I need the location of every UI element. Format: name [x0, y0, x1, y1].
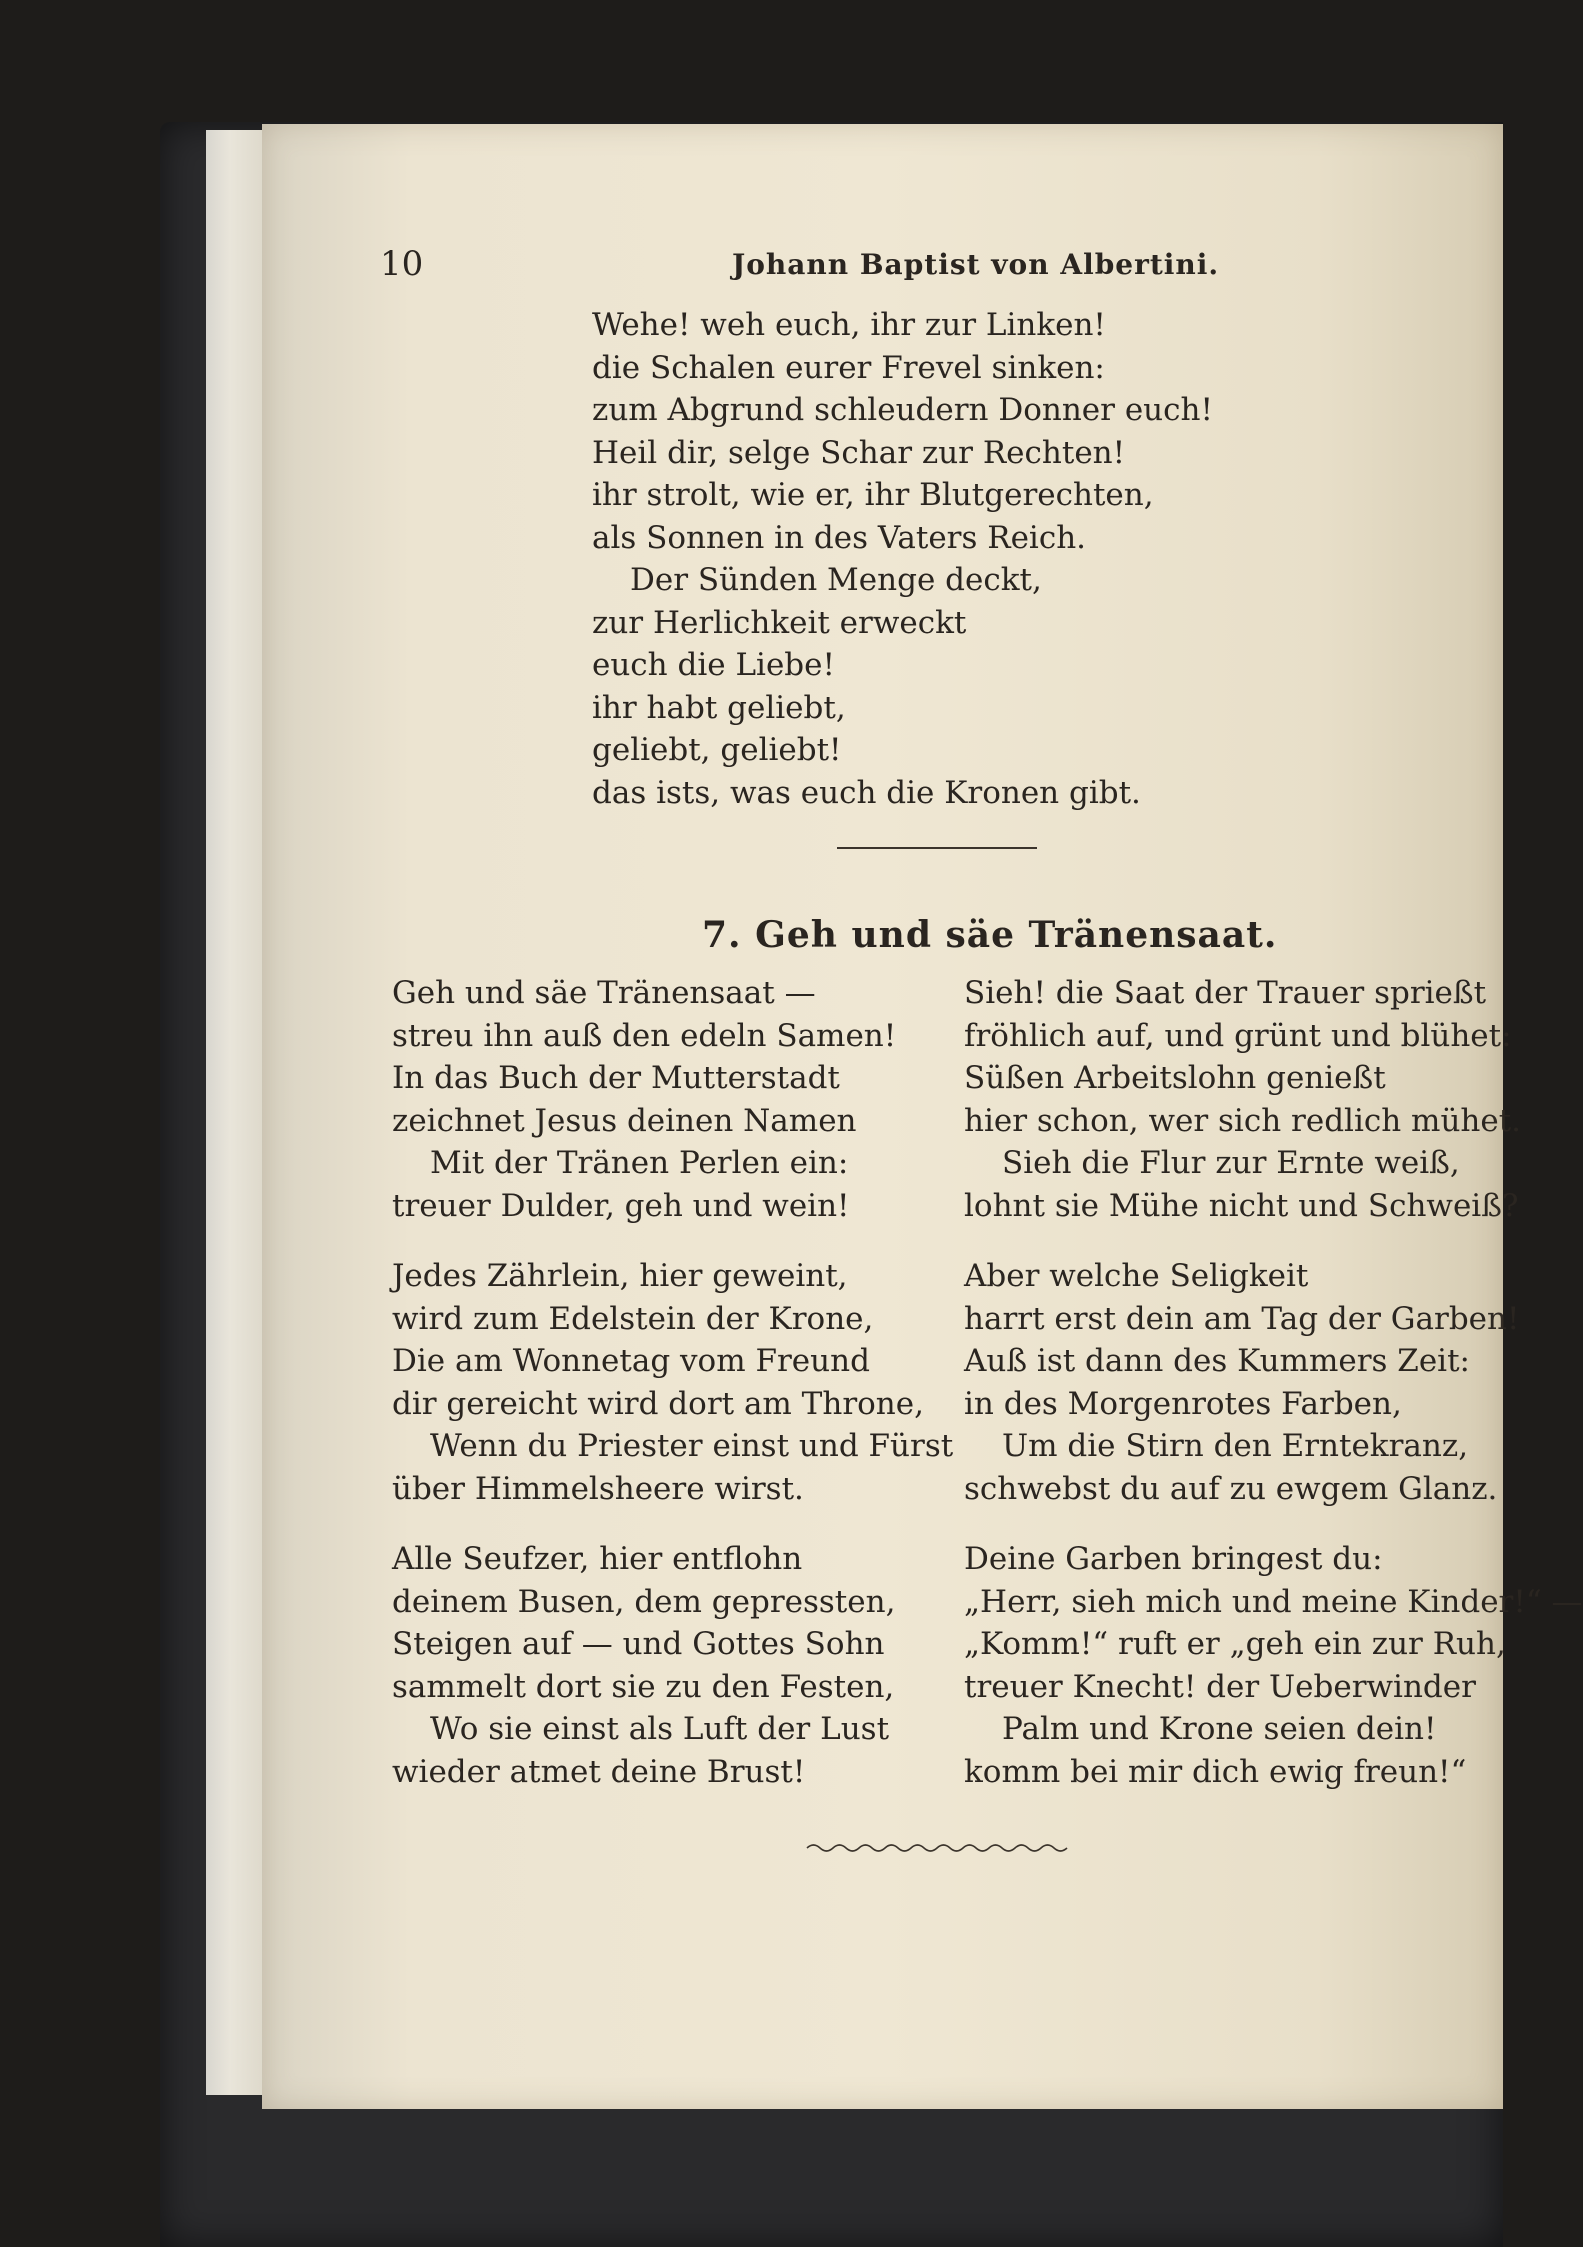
verse-line: deinem Busen, dem gepressten,: [392, 1583, 896, 1620]
section-divider-rule: [837, 847, 1037, 849]
verse-line: in des Morgenrotes Farben,: [964, 1385, 1402, 1422]
verse-line: fröhlich auf, und grünt und blühet:: [964, 1017, 1512, 1054]
verse-line: Die am Wonnetag vom Freund: [392, 1343, 870, 1379]
verse-line: treuer Dulder, geh und wein!: [392, 1187, 850, 1224]
stanza: [392, 1255, 953, 1510]
verse-line: als Sonnen in des Vaters Reich.: [592, 519, 1087, 556]
verse-line: „Herr, sieh mich und meine Kinder!“ —: [964, 1583, 1583, 1620]
verse-line: dir gereicht wird dort am Throne,: [392, 1385, 924, 1422]
left-column: [392, 972, 953, 1793]
verse-line: ihr strolt, wie er, ihr Blutgerechten,: [592, 477, 1154, 513]
stanza: [964, 1538, 1583, 1793]
verse-line: „Komm!“ ruft er „geh ein zur Ruh,: [964, 1626, 1506, 1662]
verse-line: zum Abgrund schleudern Donner euch!: [592, 392, 1213, 428]
verse-line: Sieh! die Saat der Trauer sprießt: [964, 975, 1487, 1011]
book-page: [262, 124, 1583, 2109]
verse-line: wieder atmet deine Brust!: [392, 1753, 806, 1790]
verse-line: Aber welche Seligkeit: [964, 1258, 1309, 1294]
verse-line: zur Herlichkeit erweckt: [592, 604, 967, 641]
page-edge: [206, 130, 266, 2095]
page-number: 10: [380, 244, 424, 284]
verse-line: Wehe! weh euch, ihr zur Linken!: [592, 307, 1106, 343]
verse-line: Um die Stirn den Erntekranz,: [1002, 1428, 1469, 1464]
verse-line: Süßen Arbeitslohn genießt: [964, 1060, 1386, 1096]
verse-line: ihr habt geliebt,: [592, 689, 846, 726]
verse-line: harrt erst dein am Tag der Garben!: [964, 1300, 1520, 1337]
verse-line: Der Sünden Menge deckt,: [630, 562, 1042, 598]
verse-line: Alle Seufzer, hier entflohn: [392, 1541, 803, 1577]
verse-line: zeichnet Jesus deinen Namen: [392, 1102, 857, 1139]
verse-line: komm bei mir dich ewig freun!“: [964, 1753, 1467, 1790]
verse-line: treuer Knecht! der Ueberwinder: [964, 1668, 1476, 1705]
verse-line: schwebst du auf zu ewgem Glanz.: [964, 1470, 1498, 1507]
verse-line: Wo sie einst als Luft der Lust: [430, 1711, 890, 1747]
verse-line: euch die Liebe!: [592, 647, 835, 683]
verse-line: Heil dir, selge Schar zur Rechten!: [592, 434, 1126, 471]
verse-line: sammelt dort sie zu den Festen,: [392, 1668, 895, 1705]
verse-line: lohnt sie Mühe nicht und Schweiß?: [964, 1187, 1519, 1224]
right-column: [964, 972, 1583, 1793]
verse-line: geliebt, geliebt!: [592, 732, 842, 768]
top-poem: [592, 304, 1213, 814]
verse-line: über Himmelsheere wirst.: [392, 1470, 804, 1507]
stanza: [964, 1255, 1583, 1510]
verse-line: Deine Garben bringest du:: [964, 1541, 1383, 1577]
wavy-rule-ornament: [807, 1840, 1067, 1856]
verse-line: Wenn du Priester einst und Fürst: [430, 1428, 954, 1464]
stanza: [392, 1538, 953, 1793]
verse-line: die Schalen eurer Frevel sinken:: [592, 349, 1105, 386]
verse-line: Auß ist dann des Kummers Zeit:: [964, 1343, 1470, 1379]
verse-line: hier schon, wer sich redlich mühet.: [964, 1102, 1522, 1139]
section-title: 7. Geh und säe Tränensaat.: [702, 914, 1278, 956]
verse-line: Steigen auf — und Gottes Sohn: [392, 1626, 885, 1662]
verse-line: Geh und säe Tränensaat —: [392, 975, 816, 1011]
verse-line: Sieh die Flur zur Ernte weiß,: [1002, 1145, 1460, 1181]
verse-line: das ists, was euch die Kronen gibt.: [592, 774, 1141, 811]
verse-line: Mit der Tränen Perlen ein:: [430, 1145, 849, 1181]
stanza: [392, 972, 953, 1227]
verse-line: streu ihn auß den edeln Samen!: [392, 1017, 897, 1054]
stanza: [964, 972, 1583, 1227]
verse-line: wird zum Edelstein der Krone,: [392, 1300, 874, 1337]
verse-line: In das Buch der Mutterstadt: [392, 1060, 840, 1096]
verse-line: Palm und Krone seien dein!: [1002, 1711, 1437, 1747]
running-head: Johann Baptist von Albertini.: [732, 248, 1220, 281]
verse-line: Jedes Zährlein, hier geweint,: [392, 1258, 848, 1294]
